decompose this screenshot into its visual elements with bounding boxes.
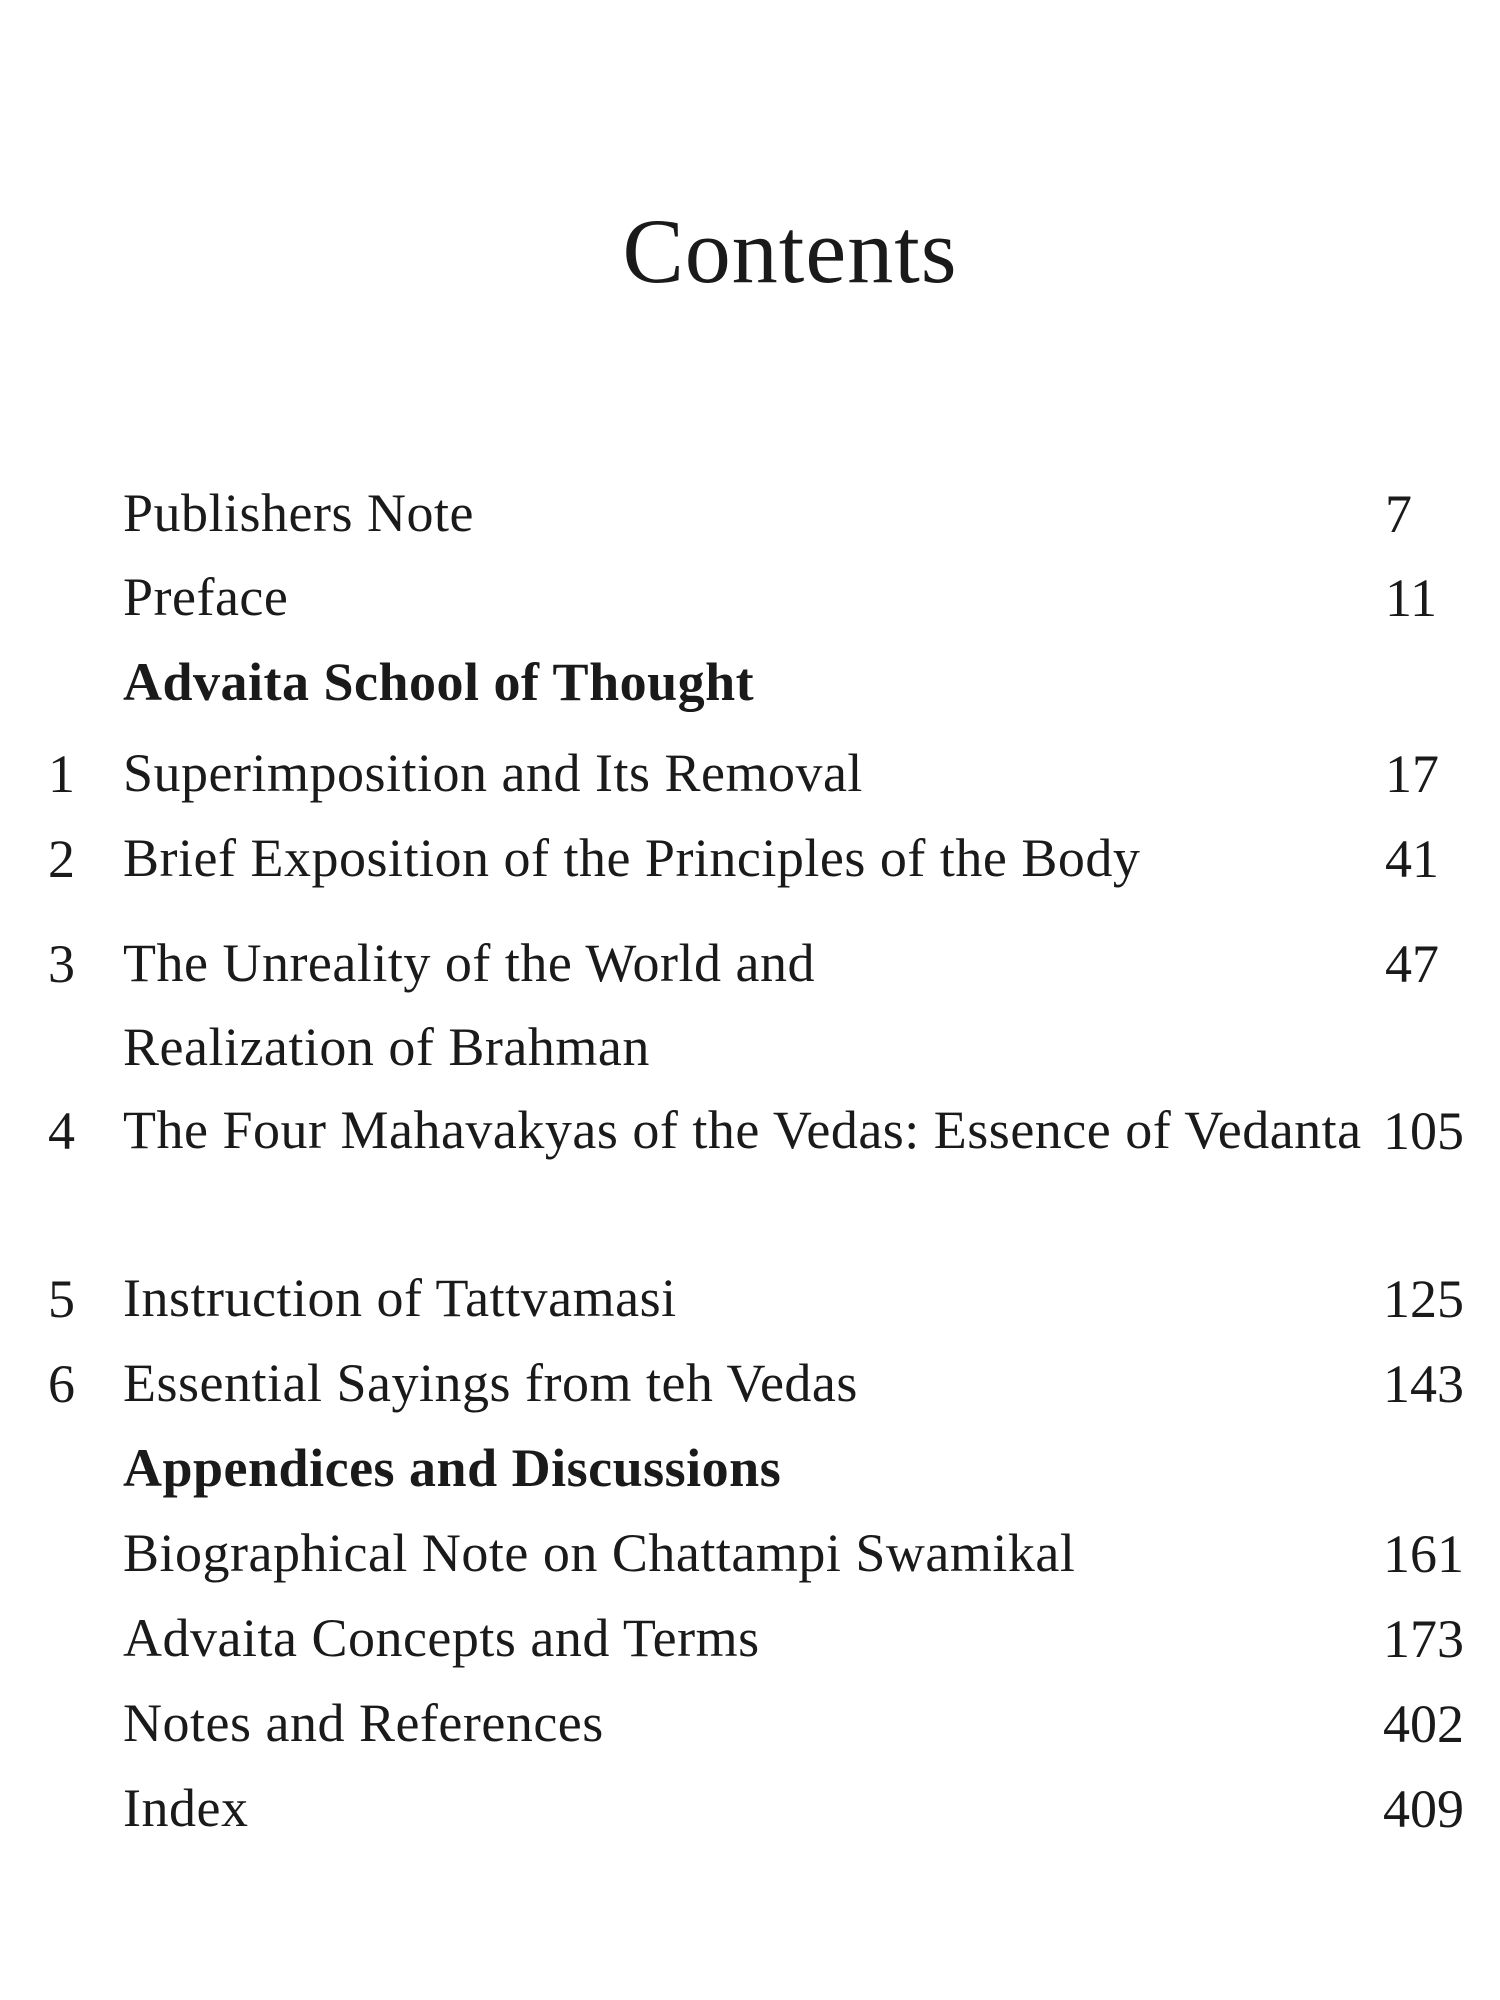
- toc-entry-page: 161: [1383, 1524, 1464, 1584]
- toc-entry-title: Biographical Note on Chattampi Swamikal: [123, 1523, 1076, 1583]
- page-title: Contents: [622, 200, 958, 302]
- toc-entry-title: Notes and References: [123, 1693, 604, 1753]
- toc-entry-number: 5: [48, 1269, 75, 1329]
- toc-entry-page: 11: [1385, 568, 1437, 628]
- toc-entry-title: Essential Sayings from teh Vedas: [123, 1353, 858, 1413]
- toc-entry-page: 402: [1383, 1694, 1464, 1754]
- toc-entry-title: Index: [123, 1778, 249, 1838]
- toc-entry-title: Superimposition and Its Removal: [123, 743, 863, 803]
- toc-entry-number: 4: [48, 1101, 75, 1161]
- toc-entry-page: 143: [1383, 1354, 1464, 1414]
- toc-section-title: Advaita School of Thought: [123, 652, 755, 712]
- toc-section-title: Appendices and Discussions: [123, 1438, 782, 1498]
- toc-entry-number: 2: [48, 829, 75, 889]
- toc-entry-number: 3: [48, 934, 75, 994]
- toc-entry-page: 125: [1383, 1269, 1464, 1329]
- toc-entry-title: Advaita Concepts and Terms: [123, 1608, 760, 1668]
- toc-entry-title: The Four Mahavakyas of the Vedas: Essence of Vedanta: [123, 1100, 1362, 1160]
- toc-entry-title: Publishers Note: [123, 483, 474, 543]
- toc-entry-title: The Unreality of the World and Realization of Brahman: [123, 933, 815, 1077]
- toc-entry-page: 47: [1385, 934, 1439, 994]
- toc-entry-title: Brief Exposition of the Principles of the Body: [123, 828, 1141, 888]
- toc-entry-page: 41: [1385, 829, 1439, 889]
- toc-entry-page: 173: [1383, 1609, 1464, 1669]
- toc-entry-title: Instruction of Tattvamasi: [123, 1268, 677, 1328]
- toc-entry-page: 17: [1385, 744, 1439, 804]
- toc-entry-page: 409: [1383, 1779, 1464, 1839]
- toc-entry-page: 105: [1383, 1101, 1464, 1161]
- toc-entry-title: Preface: [123, 567, 289, 627]
- toc-entry-number: 6: [48, 1354, 75, 1414]
- toc-entry-page: 7: [1385, 484, 1412, 544]
- toc-entry-number: 1: [48, 744, 75, 804]
